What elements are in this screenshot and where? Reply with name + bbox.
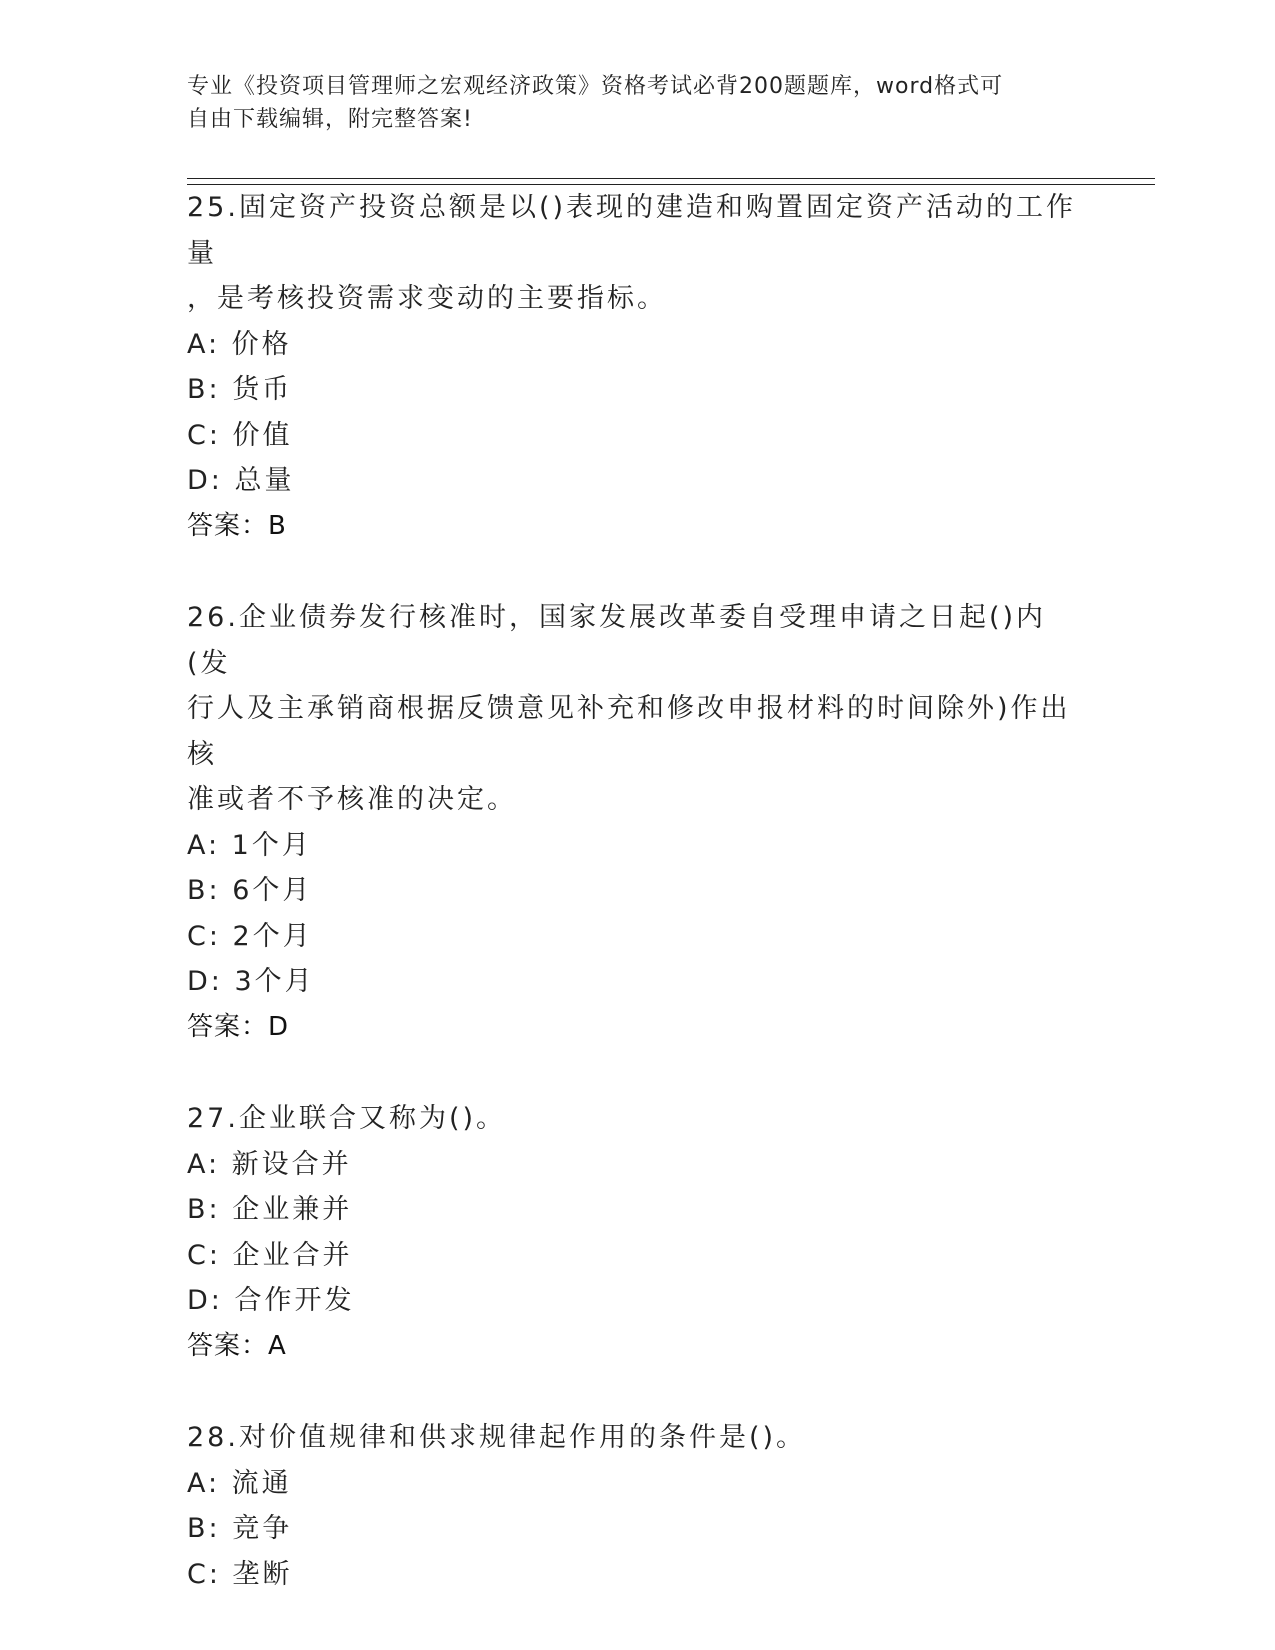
question-line: 27.企业联合又称为()。	[187, 1103, 507, 1134]
option-b: B: 货币	[187, 374, 293, 405]
question-28	[187, 1415, 1087, 1597]
option-a: A: 价格	[187, 328, 292, 360]
question-text	[187, 1096, 1087, 1142]
document-header	[187, 70, 1067, 136]
option-b: B: 企业兼并	[187, 1194, 353, 1225]
header-divider	[187, 178, 1155, 185]
option-b: B: 6个月	[187, 875, 313, 906]
question-25	[187, 185, 1087, 549]
question-text	[187, 595, 1087, 823]
question-text	[187, 185, 1087, 322]
spacer	[187, 1050, 1087, 1096]
option-b: B: 竞争	[187, 1513, 293, 1544]
option-c: C: 价值	[187, 419, 293, 451]
option-c: C: 2个月	[187, 920, 313, 952]
spacer	[187, 549, 1087, 595]
question-list	[187, 185, 1087, 1597]
question-line: 行人及主承销商根据反馈意见补充和修改申报材料的时间除外)作出核	[187, 693, 1071, 770]
header-line-1: 专业《投资项目管理师之宏观经济政策》资格考试必背200题题库，word格式可	[187, 74, 1004, 99]
header-line-2: 自由下载编辑，附完整答案!	[187, 107, 473, 132]
option-d: D: 总量	[187, 465, 295, 496]
option-d: D: 合作开发	[187, 1285, 355, 1316]
question-line: ，是考核投资需求变动的主要指标。	[187, 283, 667, 314]
option-a: A: 新设合并	[187, 1148, 352, 1180]
question-text	[187, 1415, 1087, 1461]
answer: 答案：A	[187, 1330, 287, 1361]
option-a: A: 1个月	[187, 829, 312, 861]
question-line: 25.固定资产投资总额是以()表现的建造和购置固定资产活动的工作量	[187, 192, 1077, 269]
answer: 答案：B	[187, 510, 287, 541]
question-line: 26.企业债券发行核准时，国家发展改革委自受理申请之日起()内(发	[187, 602, 1047, 679]
spacer	[187, 1369, 1087, 1415]
question-26	[187, 595, 1087, 1050]
option-c: C: 垄断	[187, 1558, 293, 1590]
option-c: C: 企业合并	[187, 1239, 353, 1271]
question-line: 准或者不予核准的决定。	[187, 784, 517, 815]
option-a: A: 流通	[187, 1467, 292, 1499]
answer: 答案：D	[187, 1011, 290, 1042]
question-line: 28.对价值规律和供求规律起作用的条件是()。	[187, 1422, 807, 1453]
option-d: D: 3个月	[187, 966, 315, 997]
question-27	[187, 1096, 1087, 1369]
